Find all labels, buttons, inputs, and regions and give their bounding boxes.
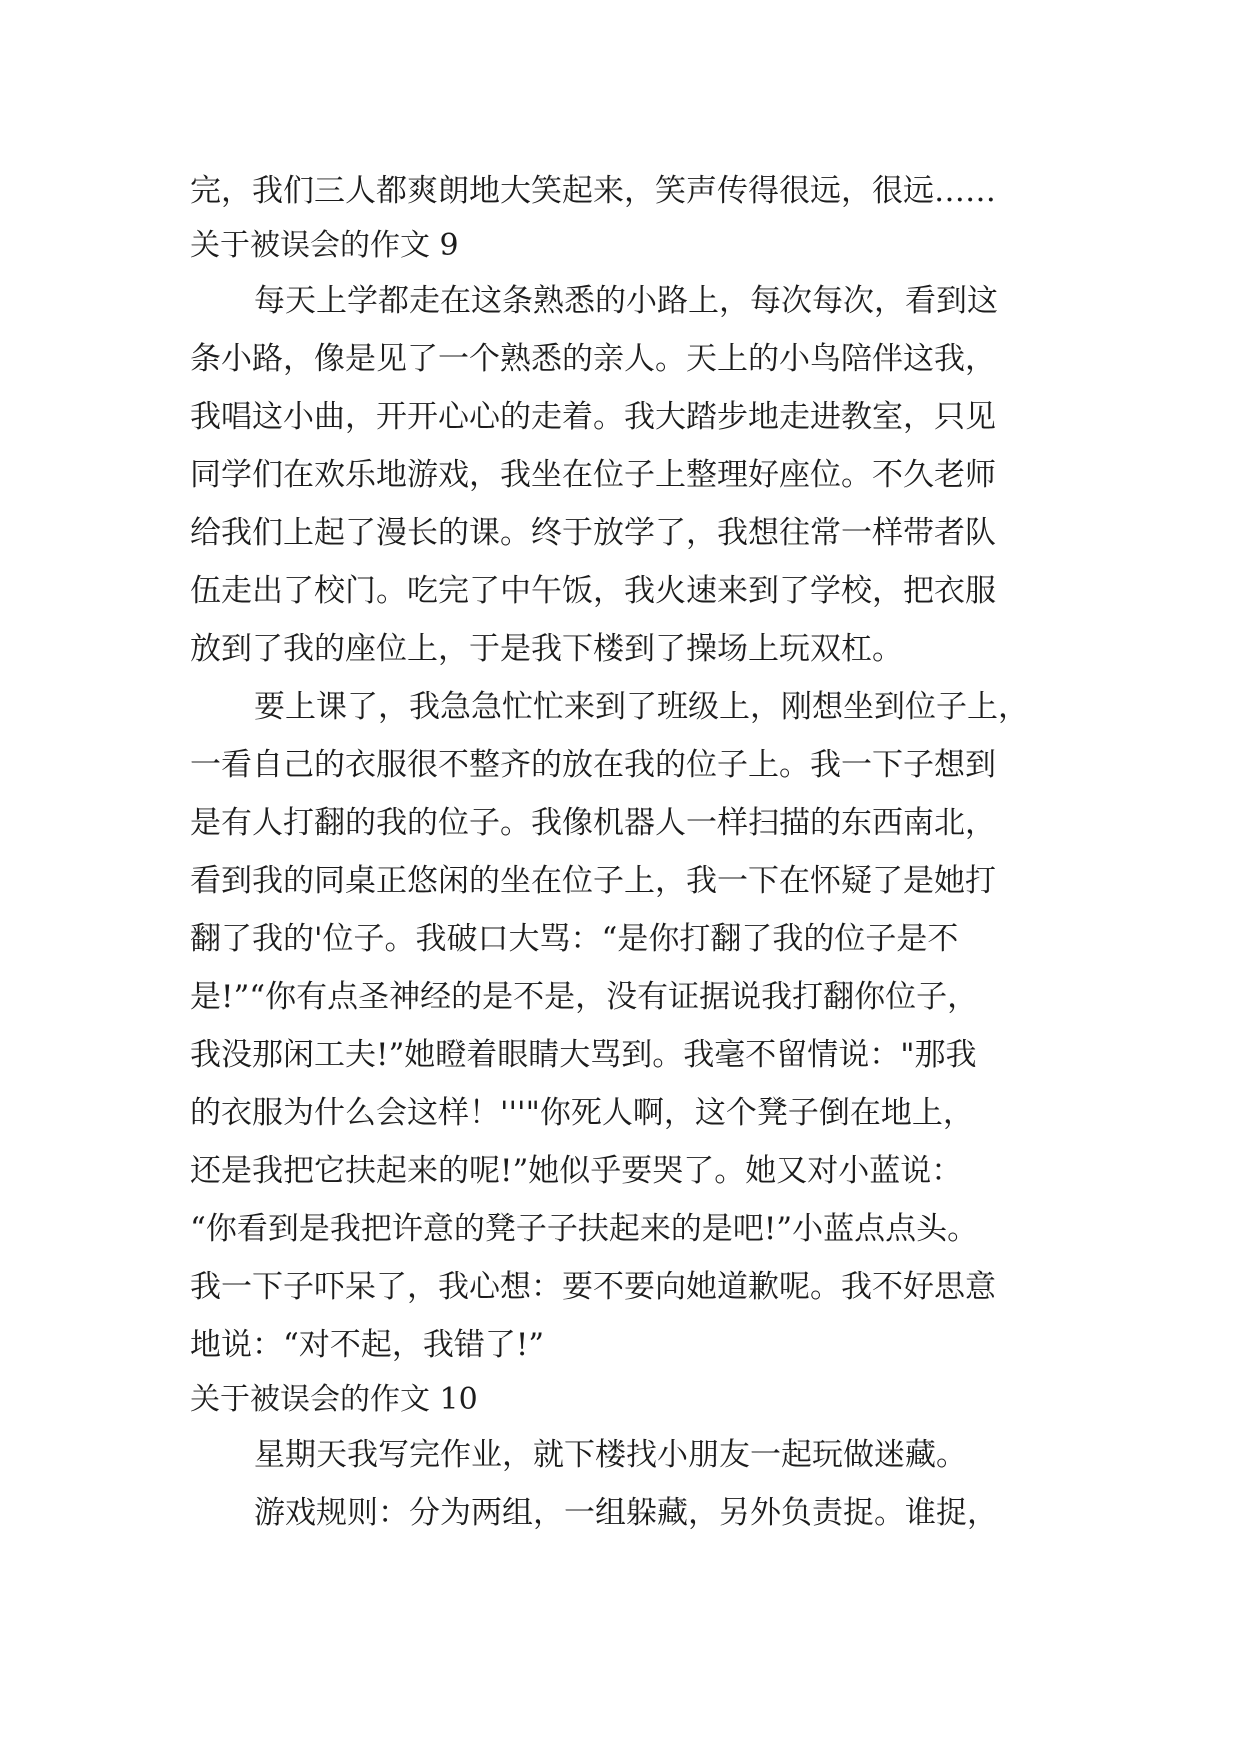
text-line: 放到了我的座位上，于是我下楼到了操场上玩双杠。 <box>190 631 903 667</box>
paragraph-start: 要上课了，我急急忙忙来到了班级上，刚想坐到位子上， <box>254 689 1029 725</box>
paragraph-start: 游戏规则：分为两组，一组躲藏，另外负责捉。谁捉， <box>254 1495 998 1531</box>
text-line: 地说：“对不起，我错了!” <box>190 1327 545 1363</box>
text-line: “你看到是我把许意的凳子子扶起来的是吧!”小蓝点点头。 <box>190 1211 979 1247</box>
text-line: 条小路，像是见了一个熟悉的亲人。天上的小鸟陪伴这我， <box>190 341 996 377</box>
text-line: 还是我把它扶起来的呢!”她似乎要哭了。她又对小蓝说： <box>190 1153 963 1189</box>
paragraph-start: 每天上学都走在这条熟悉的小路上，每次每次，看到这 <box>254 283 998 319</box>
text-line: 看到我的同桌正悠闲的坐在位子上，我一下在怀疑了是她打 <box>190 863 996 899</box>
text-line: 是!”“你有点圣神经的是不是，没有证据说我打翻你位子， <box>190 979 979 1015</box>
text-line: 给我们上起了漫长的课。终于放学了，我想往常一样带者队 <box>190 515 996 551</box>
essay-heading: 关于被误会的作文 10 <box>190 1382 478 1417</box>
text-line: 是有人打翻的我的位子。我像机器人一样扫描的东西南北， <box>190 805 996 841</box>
text-line: 我唱这小曲，开开心心的走着。我大踏步地走进教室，只见 <box>190 399 996 435</box>
document-page <box>190 162 1060 1542</box>
text-line: 的衣服为什么会这样！'''"你死人啊，这个凳子倒在地上， <box>190 1095 974 1131</box>
essay-heading: 关于被误会的作文 9 <box>190 228 459 263</box>
text-line: 我一下子吓呆了，我心想：要不要向她道歉呢。我不好思意 <box>190 1269 996 1305</box>
text-line: 伍走出了校门。吃完了中午饭，我火速来到了学校，把衣服 <box>190 573 996 609</box>
paragraph-start: 星期天我写完作业，就下楼找小朋友一起玩做迷藏。 <box>254 1437 967 1473</box>
text-line: 一看自己的衣服很不整齐的放在我的位子上。我一下子想到 <box>190 747 996 783</box>
text-line: 我没那闲工夫!”她瞪着眼睛大骂到。我毫不留情说："那我 <box>190 1037 977 1073</box>
text-line: 翻了我的'位子。我破口大骂：“是你打翻了我的位子是不 <box>190 921 959 957</box>
text-line: 完，我们三人都爽朗地大笑起来，笑声传得很远，很远…… <box>190 173 996 209</box>
text-line: 同学们在欢乐地游戏，我坐在位子上整理好座位。不久老师 <box>190 457 996 493</box>
